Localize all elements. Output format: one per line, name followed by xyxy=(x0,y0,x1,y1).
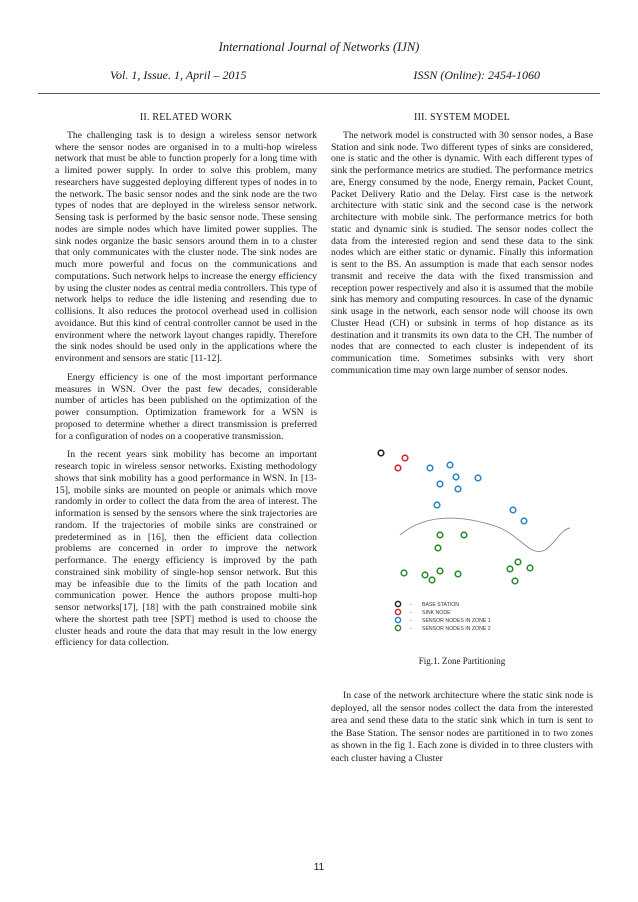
zone-2-node xyxy=(515,559,521,565)
zone-1-node xyxy=(447,462,453,468)
issn: ISSN (Online): 2454-1060 xyxy=(413,68,540,82)
zone-2-node xyxy=(437,532,443,538)
zone-1-node xyxy=(455,486,461,492)
zone-1-node xyxy=(437,481,443,487)
issue-line xyxy=(110,68,540,83)
zone-2-node xyxy=(507,566,513,572)
legend-zone-2-icon xyxy=(395,625,400,630)
right-column-continued xyxy=(331,690,593,773)
legend-dash: - xyxy=(410,602,412,608)
paragraph: In case of the network architecture where the static sink node is deployed, all the sensor nodes collect the data from the interested area and send these data to the static sink which in turn is sent to the Base Station. The sensor nodes are partitioned in to two zones as shown in the fig 1. Each zone is divided in to three clusters with each cluster having a Cluster xyxy=(331,690,593,764)
zone-2-nodes xyxy=(401,532,533,584)
legend-sink-node-icon xyxy=(395,609,400,614)
zone-2-node xyxy=(512,578,518,584)
zone-1-node xyxy=(427,465,433,471)
figure-caption: Fig.1. Zone Partitioning xyxy=(418,656,506,666)
section-heading-system-model: III. SYSTEM MODEL xyxy=(414,112,510,123)
legend-label-base-station: BASE STATION xyxy=(422,602,459,608)
right-column xyxy=(331,112,593,384)
sink-node xyxy=(402,455,408,461)
journal-title: International Journal of Networks (IJN) xyxy=(218,40,420,54)
left-column xyxy=(55,112,317,656)
legend-label-zone-2: SENSOR NODES IN ZONE 2 xyxy=(422,626,491,632)
zone-2-node xyxy=(422,572,428,578)
header-divider xyxy=(38,93,600,94)
legend-zone-1-icon xyxy=(395,617,400,622)
zone-1-node xyxy=(434,502,440,508)
legend-base-station-icon xyxy=(395,601,400,606)
zone-2-node xyxy=(455,571,461,577)
section-heading-related-work: II. RELATED WORK xyxy=(139,112,233,123)
zone-2-node xyxy=(527,565,533,571)
page-number: 11 xyxy=(313,862,325,873)
volume-issue: Vol. 1, Issue. 1, April – 2015 xyxy=(110,68,247,82)
zone-boundary-curve xyxy=(400,518,570,551)
paragraph: The challenging task is to design a wireless sensor network where the sensor nodes are organised in to a multi-hop wireless network that must be able to function properly for a long time with a limited power supply. In order to solve this problem, many researchers have suggested deploying different types of nodes in to the network. The basic sensor nodes and the sink node are the two types of nodes that are deployed in the wireless sensor network. Sensing task is performed by the basic sensor node. These sensing nodes are simple nodes which have limited power supplies. The sink nodes organize the basic sensors around them in to a cluster that only communicates with the cluster node. The sink nodes are much more powerful and focus on the communications and computations. Such network helps to increase the energy efficiency by using the cluster nodes as central media controllers. This type of network helps to reduce the idle listening and resending due to collisions. It also reduces the protocol overhead used in collision avoidance. But this kind of central controller cannot be used in the environment where the network layout changes rapidly. Therefore the sink nodes should be used only in the applications where the environment and sensors are static [11-12]. xyxy=(55,129,317,364)
zone-1-node xyxy=(510,507,516,513)
base-station-node xyxy=(378,450,384,456)
legend-label-zone-1: SENSOR NODES IN ZONE 1 xyxy=(422,618,491,624)
paragraph: In the recent years sink mobility has become an important research topic in wireless sensor networks. Existing methodology shows that sink mobility has a good performance in WSN. In [13-15], mobile sinks are mounted on people or animals which move randomly in order to collect the data from the area of interest. The information is sensed by the sensors where the sink trajectories are random. If the trajectories of mobile sinks are constrained or predetermined as in [16], then the efficient data collection problems are concerned in order to improve the network performance. The energy efficiency is improved by the path constrained sink mobility of single-hop sensor network. But this may be infeasible due to the limits of the path location and communication power. Hence the authors propose multi-hop sensor networks[17], [18] with the path constrained mobile sink where the shortest path tree [SPT] method is used to choose the cluster heads and route the data that may result in the low energy efficiency for data collection. xyxy=(55,449,317,649)
legend-dash: - xyxy=(410,626,412,632)
zone-2-node xyxy=(435,545,441,551)
legend-dash: - xyxy=(410,618,412,624)
zone-1-nodes xyxy=(427,462,527,524)
legend-label-sink-node: SINK NODE xyxy=(422,610,451,616)
zone-1-node xyxy=(521,518,527,524)
zone-2-node xyxy=(429,577,435,583)
sink-node xyxy=(395,465,401,471)
zone-partitioning-figure xyxy=(360,438,580,648)
paragraph: Energy efficiency is one of the most important performance measures in WSN. Over the past few decades, considerable number of articles has been published on the optimization of the power consumption. Optimization framework for a WSN is proposed to determine whether a direct transmission is preferred for a configuration of nodes on a cooperative transmission. xyxy=(55,371,317,442)
paragraph: The network model is constructed with 30 sensor nodes, a Base Station and sink node. Two different types of sinks are considered, one is static and the other is dynamic. With each different types of sink the performance metrics are studied. The performance metrics are, Energy consumed by the node, Energy remain, Packet Count, Packet Delivery Ratio and the Delay. First case is the network architecture with static sink and the second case is the network architecture with mobile sink. The performance metrics for both static and dynamic sink is studied. The sensor nodes collect the data from the interested region and send these data to the sink nodes which are either static or dynamic. Finally this information is sent to the BS. An assumption is made that each sensor nodes transmit and receive the data with the fixed transmission and reception power respectively and also it is assumed that the mobile sink has memory and computing resources. In case of the dynamic sink usage in the network, each sensor node will choose its own Cluster Head (CH) or subsink in terms of hop distance as its destination and it transmits its own data to the CH. The number of nodes that are connected to each cluster is independent of its communication time. Sometimes subsinks with very short communication time may own large number of sensor nodes. xyxy=(331,129,593,376)
zone-1-node xyxy=(475,475,481,481)
legend-dash: - xyxy=(410,610,412,616)
zone-1-node xyxy=(453,474,459,480)
figure-legend xyxy=(395,601,490,632)
zone-2-node xyxy=(437,568,443,574)
zone-2-node xyxy=(401,570,407,576)
zone-2-node xyxy=(461,532,467,538)
